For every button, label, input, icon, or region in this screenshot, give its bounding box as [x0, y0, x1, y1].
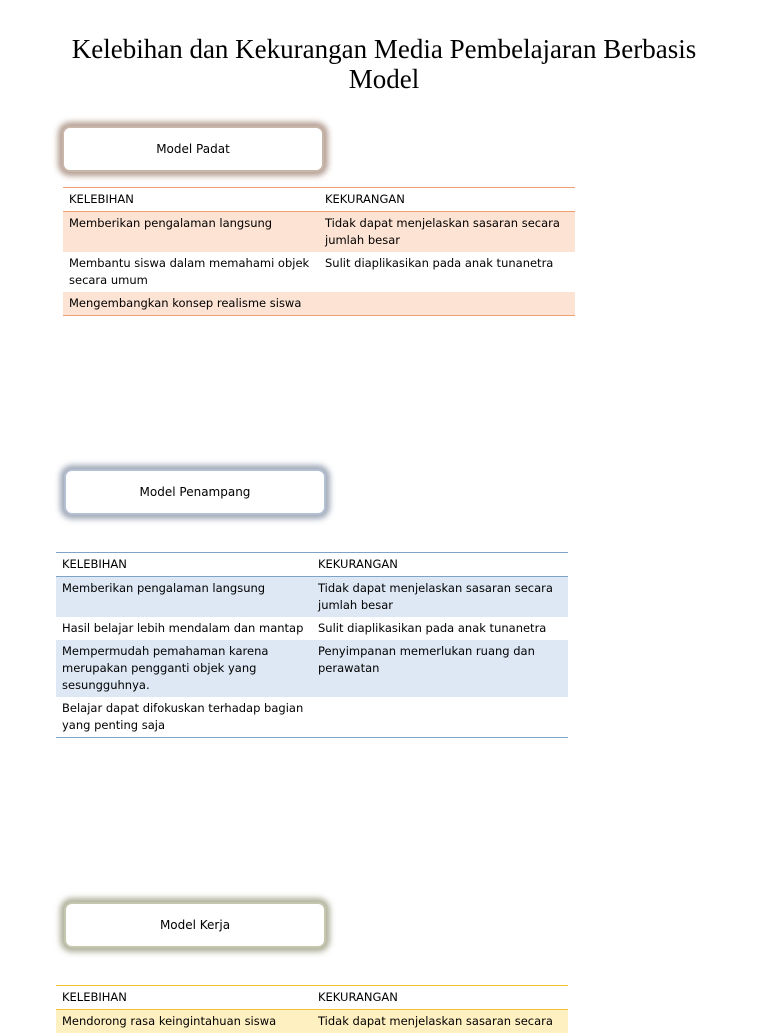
- column-header-kekurangan: KEKURANGAN: [312, 553, 568, 577]
- table-cell: Mempermudah pemahaman karena merupakan pengganti objek yang sesungguhnya.: [56, 640, 312, 697]
- table-cell: Sulit diaplikasikan pada anak tunanetra: [319, 252, 575, 292]
- table-cell: Tidak dapat menjelaskan sasaran secara jumlah besar: [319, 212, 575, 253]
- table-cell: Penyimpanan memerlukan ruang dan perawatan: [312, 640, 568, 697]
- table-model-penampang: [56, 552, 568, 738]
- section-heading-model-penampang: Model Penampang: [64, 469, 326, 515]
- table-cell: Tidak dapat menjelaskan sasaran secara jumlah besar: [312, 577, 568, 618]
- table-row: [56, 577, 568, 618]
- table-row: [63, 252, 575, 292]
- section-heading-model-padat: Model Padat: [62, 126, 324, 172]
- table-cell: Memberikan pengalaman langsung: [56, 577, 312, 618]
- column-header-kekurangan: KEKURANGAN: [312, 986, 568, 1010]
- column-header-kelebihan: KELEBIHAN: [63, 188, 319, 212]
- table-cell: [312, 697, 568, 738]
- column-header-kekurangan: KEKURANGAN: [319, 188, 575, 212]
- table-cell: [319, 292, 575, 316]
- table-cell: Belajar dapat difokuskan terhadap bagian yang penting saja: [56, 697, 312, 738]
- table-cell: Hasil belajar lebih mendalam dan mantap: [56, 617, 312, 640]
- table-row: [56, 640, 568, 697]
- table-header-row: [63, 188, 575, 212]
- table-cell: Tidak dapat menjelaskan sasaran secara: [312, 1010, 568, 1033]
- table-cell: Sulit diaplikasikan pada anak tunanetra: [312, 617, 568, 640]
- table-header-row: [56, 986, 568, 1010]
- page-title: Kelebihan dan Kekurangan Media Pembelajaran Berbasis Model: [40, 34, 728, 94]
- table-cell: Memberikan pengalaman langsung: [63, 212, 319, 253]
- column-header-kelebihan: KELEBIHAN: [56, 553, 312, 577]
- table-header-row: [56, 553, 568, 577]
- table-model-padat: [63, 187, 575, 316]
- table-model-kerja: [56, 985, 568, 1033]
- table-cell: Mendorong rasa keingintahuan siswa: [56, 1010, 312, 1033]
- table-row: [63, 212, 575, 253]
- table-cell: Mengembangkan konsep realisme siswa: [63, 292, 319, 316]
- section-heading-model-kerja: Model Kerja: [64, 902, 326, 948]
- table-row: [63, 292, 575, 316]
- table-row: [56, 697, 568, 738]
- column-header-kelebihan: KELEBIHAN: [56, 986, 312, 1010]
- table-row: [56, 1010, 568, 1033]
- table-cell: Membantu siswa dalam memahami objek secara umum: [63, 252, 319, 292]
- table-row: [56, 617, 568, 640]
